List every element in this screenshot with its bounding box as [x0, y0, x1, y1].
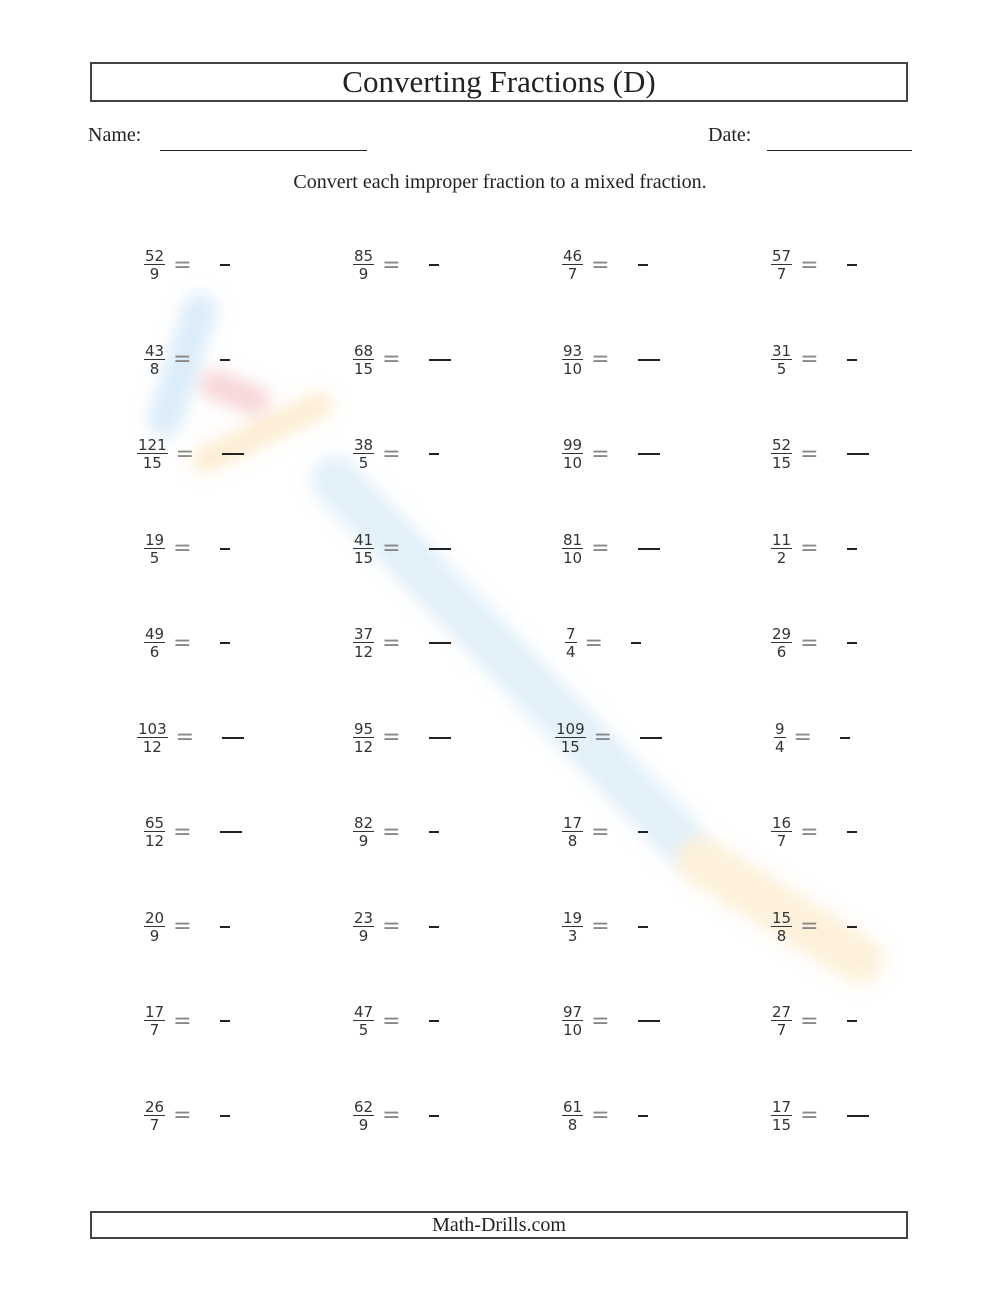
equals-sign: = [382, 1008, 401, 1034]
numerator: 16 [772, 814, 792, 832]
equals-sign: = [800, 914, 819, 939]
denominator: 3 [567, 926, 578, 945]
numerator: 26 [145, 1097, 165, 1116]
improper-fraction [555, 721, 586, 755]
improper-fraction [353, 1004, 374, 1038]
problem-item [353, 1001, 439, 1041]
improper-fraction [562, 815, 583, 849]
improper-fraction [353, 721, 374, 755]
improper-fraction [353, 1099, 374, 1133]
problem-item [555, 718, 662, 758]
equals-sign: = [173, 914, 192, 939]
equals-sign: = [584, 630, 603, 656]
improper-fraction [144, 343, 165, 377]
equals-sign: = [591, 1008, 610, 1034]
improper-fraction [144, 532, 165, 566]
denominator: 7 [776, 832, 787, 850]
numerator: 121 [138, 436, 167, 454]
equals-sign: = [800, 252, 819, 278]
numerator: 11 [772, 530, 792, 549]
denominator: 15 [354, 359, 374, 378]
answer-blank[interactable] [638, 831, 648, 833]
answer-blank[interactable] [429, 1020, 439, 1022]
answer-blank[interactable] [638, 1115, 648, 1117]
improper-fraction [353, 248, 374, 282]
answer-blank[interactable] [638, 1020, 660, 1022]
numerator: 23 [354, 908, 374, 927]
equals-sign: = [173, 252, 192, 278]
problem-item [771, 907, 857, 947]
answer-blank[interactable] [638, 264, 648, 266]
numerator: 19 [145, 530, 165, 549]
answer-blank[interactable] [847, 926, 857, 928]
answer-blank[interactable] [429, 453, 439, 455]
answer-blank[interactable] [847, 453, 869, 455]
numerator: 99 [563, 436, 583, 454]
equals-sign: = [591, 819, 610, 845]
improper-fraction [771, 1099, 792, 1133]
denominator: 9 [149, 926, 160, 945]
numerator: 47 [354, 1003, 374, 1021]
problem-item [565, 623, 641, 663]
denominator: 12 [145, 832, 165, 850]
numerator: 65 [145, 814, 165, 832]
improper-fraction [771, 437, 792, 471]
denominator: 15 [142, 454, 162, 472]
numerator: 81 [563, 530, 583, 549]
answer-blank[interactable] [847, 359, 857, 361]
improper-fraction [771, 532, 792, 566]
numerator: 93 [563, 341, 583, 360]
denominator: 15 [354, 548, 374, 567]
improper-fraction [144, 1004, 165, 1038]
numerator: 20 [145, 908, 165, 927]
denominator: 5 [149, 548, 160, 567]
answer-blank[interactable] [220, 642, 230, 644]
problem-item [562, 1096, 648, 1136]
equals-sign: = [793, 725, 812, 750]
problem-item [353, 623, 451, 663]
problem-item [144, 812, 242, 852]
problem-item [144, 1001, 230, 1041]
improper-fraction [144, 815, 165, 849]
numerator: 29 [772, 625, 792, 643]
denominator: 6 [776, 643, 787, 661]
problem-item [144, 340, 230, 380]
denominator: 8 [567, 1115, 578, 1134]
numerator: 61 [563, 1097, 583, 1116]
problem-item [353, 340, 451, 380]
numerator: 109 [556, 719, 585, 738]
denominator: 9 [358, 926, 369, 945]
denominator: 12 [354, 643, 374, 661]
equals-sign: = [382, 725, 401, 750]
equals-sign: = [173, 1103, 192, 1128]
denominator: 4 [775, 737, 785, 756]
answer-blank[interactable] [638, 359, 660, 361]
equals-sign: = [173, 347, 192, 372]
numerator: 52 [772, 436, 792, 454]
problem-item [353, 1096, 439, 1136]
answer-blank[interactable] [847, 548, 857, 550]
problem-item [144, 529, 230, 569]
improper-fraction [562, 1099, 583, 1133]
answer-blank[interactable] [220, 359, 230, 361]
answer-blank[interactable] [640, 737, 662, 739]
improper-fraction [353, 532, 374, 566]
problem-item [353, 718, 451, 758]
answer-blank[interactable] [220, 548, 230, 550]
denominator: 8 [149, 359, 160, 378]
improper-fraction [353, 910, 374, 944]
denominator: 15 [772, 454, 792, 472]
worksheet-title: Converting Fractions (D) [90, 62, 908, 102]
numerator: 82 [354, 814, 374, 832]
improper-fraction [353, 815, 374, 849]
equals-sign: = [591, 1103, 610, 1128]
denominator: 5 [776, 359, 787, 378]
denominator: 7 [567, 265, 578, 283]
equals-sign: = [382, 252, 401, 278]
equals-sign: = [800, 1103, 819, 1128]
answer-blank[interactable] [429, 548, 451, 550]
numerator: 49 [145, 625, 165, 643]
numerator: 38 [354, 436, 374, 454]
numerator: 17 [145, 1003, 165, 1021]
denominator: 10 [563, 548, 583, 567]
answer-blank[interactable] [840, 737, 850, 739]
answer-blank[interactable] [220, 926, 230, 928]
denominator: 15 [772, 1115, 792, 1134]
numerator: 95 [354, 719, 374, 738]
denominator: 9 [358, 1115, 369, 1134]
improper-fraction [771, 626, 792, 660]
equals-sign: = [800, 347, 819, 372]
denominator: 6 [149, 643, 160, 661]
improper-fraction [562, 1004, 583, 1038]
problem-item [353, 907, 439, 947]
answer-blank[interactable] [847, 264, 857, 266]
equals-sign: = [382, 347, 401, 372]
improper-fraction [144, 626, 165, 660]
numerator: 103 [138, 719, 167, 738]
numerator: 19 [563, 908, 583, 927]
equals-sign: = [593, 725, 613, 750]
answer-blank[interactable] [429, 642, 451, 644]
equals-sign: = [382, 914, 401, 939]
denominator: 5 [358, 1021, 369, 1039]
problem-item [771, 529, 857, 569]
problem-item [771, 434, 869, 474]
numerator: 52 [145, 247, 165, 265]
denominator: 5 [358, 454, 369, 472]
problem-item [353, 529, 451, 569]
equals-sign: = [382, 630, 401, 656]
numerator: 37 [354, 625, 374, 643]
equals-sign: = [800, 536, 819, 561]
improper-fraction [353, 343, 374, 377]
equals-sign: = [800, 630, 819, 656]
improper-fraction [774, 721, 786, 755]
problem-item [562, 434, 660, 474]
improper-fraction [562, 910, 583, 944]
equals-sign: = [382, 536, 401, 561]
answer-blank[interactable] [220, 264, 230, 266]
answer-blank[interactable] [429, 264, 439, 266]
improper-fraction [353, 437, 374, 471]
answer-blank[interactable] [220, 831, 242, 833]
equals-sign: = [173, 819, 192, 845]
numerator: 17 [772, 1097, 792, 1116]
numerator: 17 [563, 814, 583, 832]
improper-fraction [562, 343, 583, 377]
denominator: 12 [354, 737, 374, 756]
denominator: 4 [566, 643, 576, 661]
answer-blank[interactable] [222, 453, 244, 455]
equals-sign: = [382, 1103, 401, 1128]
problem-item [771, 245, 857, 285]
date-label: Date: [708, 124, 752, 146]
denominator: 15 [560, 737, 580, 756]
improper-fraction [771, 815, 792, 849]
equals-sign: = [591, 536, 610, 561]
numerator: 41 [354, 530, 374, 549]
problem-item [771, 340, 857, 380]
answer-blank[interactable] [429, 926, 439, 928]
answer-blank[interactable] [638, 548, 660, 550]
improper-fraction [562, 437, 583, 471]
equals-sign: = [173, 536, 192, 561]
denominator: 10 [563, 359, 583, 378]
problem-item [144, 623, 230, 663]
problem-item [771, 1001, 857, 1041]
denominator: 12 [142, 737, 162, 756]
denominator: 10 [563, 1021, 583, 1039]
equals-sign: = [591, 252, 610, 278]
denominator: 9 [358, 265, 369, 283]
improper-fraction [144, 910, 165, 944]
denominator: 9 [358, 832, 369, 850]
denominator: 9 [149, 265, 160, 283]
problem-item [137, 434, 244, 474]
problem-item [771, 623, 857, 663]
improper-fraction [771, 248, 792, 282]
problem-item [144, 1096, 230, 1136]
answer-blank[interactable] [638, 926, 648, 928]
answer-blank[interactable] [220, 1020, 230, 1022]
problem-item [353, 245, 439, 285]
answer-blank[interactable] [220, 1115, 230, 1117]
improper-fraction [353, 626, 374, 660]
answer-blank[interactable] [847, 642, 857, 644]
improper-fraction [562, 532, 583, 566]
equals-sign: = [800, 441, 819, 467]
denominator: 8 [567, 832, 578, 850]
answer-blank[interactable] [429, 1115, 439, 1117]
answer-blank[interactable] [847, 1020, 857, 1022]
problem-item [144, 907, 230, 947]
equals-sign: = [173, 630, 192, 656]
problem-item [353, 812, 439, 852]
numerator: 62 [354, 1097, 374, 1116]
denominator: 7 [149, 1021, 160, 1039]
equals-sign: = [382, 441, 401, 467]
equals-sign: = [800, 819, 819, 845]
equals-sign: = [175, 441, 195, 467]
numerator: 7 [566, 625, 576, 643]
answer-blank[interactable] [429, 831, 439, 833]
problem-item [562, 1001, 660, 1041]
footer-site-name: Math-Drills.com [90, 1211, 908, 1239]
problem-item [562, 340, 660, 380]
improper-fraction [137, 721, 168, 755]
instructions: Convert each improper fraction to a mixed fraction. [293, 171, 707, 193]
numerator: 97 [563, 1003, 583, 1021]
improper-fraction [144, 248, 165, 282]
equals-sign: = [591, 914, 610, 939]
denominator: 7 [776, 265, 787, 283]
answer-blank[interactable] [429, 737, 451, 739]
answer-blank[interactable] [429, 359, 451, 361]
improper-fraction [137, 437, 168, 471]
equals-sign: = [175, 725, 195, 750]
problem-item [562, 907, 648, 947]
equals-sign: = [800, 1008, 819, 1034]
equals-sign: = [382, 819, 401, 845]
equals-sign: = [591, 441, 610, 467]
problem-item [771, 1096, 869, 1136]
denominator: 7 [776, 1021, 787, 1039]
equals-sign: = [173, 1008, 192, 1034]
problem-item [562, 812, 648, 852]
improper-fraction [562, 248, 583, 282]
answer-blank[interactable] [847, 1115, 869, 1117]
problem-item [353, 434, 439, 474]
name-label: Name: [88, 124, 142, 146]
numerator: 68 [354, 341, 374, 360]
denominator: 7 [149, 1115, 160, 1134]
denominator: 8 [776, 926, 787, 945]
problem-item [774, 718, 850, 758]
numerator: 27 [772, 1003, 792, 1021]
numerator: 15 [772, 908, 792, 927]
equals-sign: = [591, 347, 610, 372]
improper-fraction [771, 910, 792, 944]
numerator: 46 [563, 247, 583, 265]
improper-fraction [144, 1099, 165, 1133]
problem-item [562, 245, 648, 285]
denominator: 10 [563, 454, 583, 472]
numerator: 43 [145, 341, 165, 360]
answer-blank[interactable] [638, 453, 660, 455]
answer-blank[interactable] [631, 642, 641, 644]
numerator: 85 [354, 247, 374, 265]
denominator: 2 [776, 548, 787, 567]
numerator: 9 [775, 719, 785, 738]
problem-item [562, 529, 660, 569]
problem-item [137, 718, 244, 758]
improper-fraction [771, 343, 792, 377]
problem-item [771, 812, 857, 852]
problem-item [144, 245, 230, 285]
improper-fraction [565, 626, 577, 660]
improper-fraction [771, 1004, 792, 1038]
numerator: 57 [772, 247, 792, 265]
numerator: 31 [772, 341, 792, 360]
answer-blank[interactable] [222, 737, 244, 739]
answer-blank[interactable] [847, 831, 857, 833]
